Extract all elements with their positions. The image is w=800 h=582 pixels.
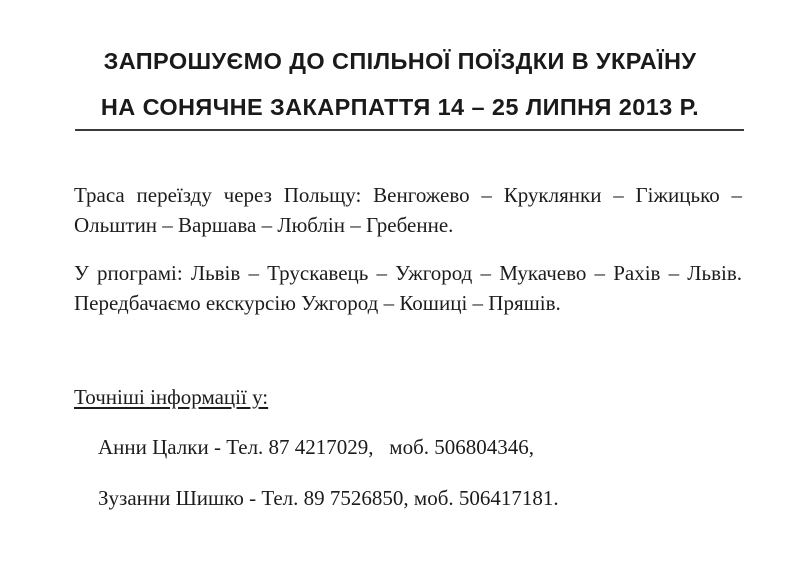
- info-heading: Точніші інформації у:: [74, 385, 269, 409]
- title-line-2: НА СОНЯЧНЕ ЗАКАРПАТТЯ 14 – 25 ЛИПНЯ 2013 Р.: [100, 94, 700, 120]
- contact-line-1: Анни Цалки - Тел. 87 4217029, моб. 506804346,: [98, 435, 535, 459]
- title-line-1: ЗАПРОШУЄМО ДО СПІЛЬНОЇ ПОЇЗДКИ В УКРАЇНУ: [103, 48, 697, 74]
- route-paragraph: Траса переїзду через Польщу: Венгожево – Круклянки – Гіжицько – Ольштин – Варшава – Люблін – Гребенне.: [74, 183, 742, 237]
- contact-line-2: Зузанни Шишко - Тел. 89 7526850, моб. 506417181.: [98, 486, 559, 510]
- program-paragraph: У рпограмі: Львів – Трускавець – Ужгород – Мукачево – Рахів – Львів. Передбачаємо екскурсію Ужгород – Кошиці – Пряшів.: [74, 261, 742, 315]
- title-underline-rule: [75, 129, 744, 131]
